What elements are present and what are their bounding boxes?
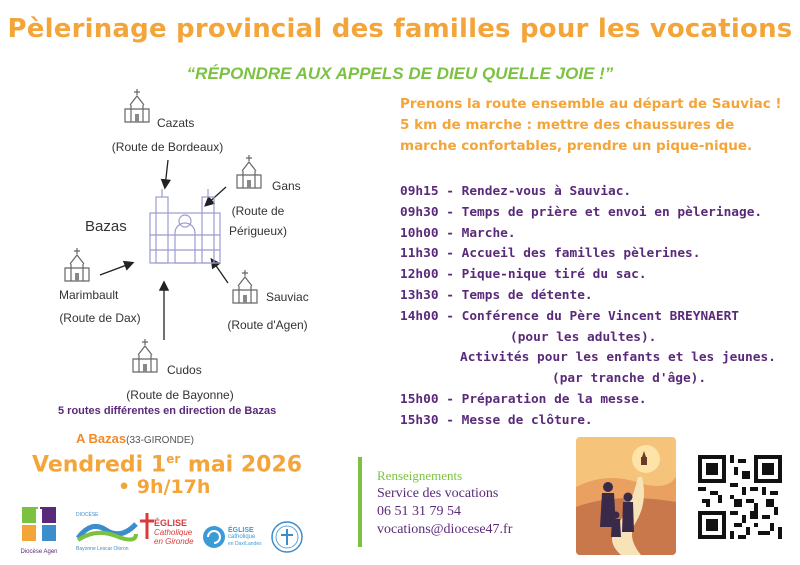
place-route: (Route de Bordeaux) xyxy=(111,140,224,154)
contact-phone[interactable]: 06 51 31 79 54 xyxy=(377,504,461,519)
schedule-item: Activités pour les enfants et les jeunes. xyxy=(460,350,776,366)
logo-agen-text: Diocèse Agen xyxy=(20,549,58,555)
logo-gironde-3: en Gironde xyxy=(154,537,194,546)
logo-diocese-bayonne xyxy=(76,512,138,558)
place-name: Gans xyxy=(272,179,301,193)
logo-dax-2: catholique xyxy=(228,534,256,540)
arrow-cazats xyxy=(165,160,168,187)
pilgrim-family-illustration xyxy=(576,437,676,555)
schedule-item: 14h00 - Conférence du Père Vincent BREYNAERT xyxy=(400,308,739,324)
place-name: Sauviac xyxy=(266,290,309,304)
contact-email[interactable]: vocations@diocese47.fr xyxy=(377,522,513,537)
date-sup: er xyxy=(166,452,181,466)
church-icon xyxy=(122,89,152,123)
schedule-item: 13h30 - Temps de détente. xyxy=(400,287,593,303)
place-route: (Route de Dax) xyxy=(59,311,141,325)
schedule-item: 15h00 - Préparation de la messe. xyxy=(400,391,647,407)
qr-code[interactable] xyxy=(698,455,782,539)
place-route: (Route d'Agen) xyxy=(227,318,308,332)
logo-dax-1: ÉGLISE xyxy=(228,527,254,534)
arrow-marimbault xyxy=(100,263,132,275)
schedule-item: 09h15 - Rendez-vous à Sauviac. xyxy=(400,184,632,199)
logo-gironde-1: ÉGLISE xyxy=(154,518,188,528)
location-dept: (33-GIRONDE) xyxy=(126,435,194,446)
contact-block xyxy=(377,467,512,539)
church-icon xyxy=(130,339,160,373)
subtitle: “RÉPONDRE AUX APPELS DE DIEU QUELLE JOIE !” xyxy=(186,64,614,83)
schedule-list xyxy=(400,182,792,432)
place-name: Cazats xyxy=(157,116,195,130)
routes-caption: 5 routes différentes en direction de Bazas xyxy=(58,405,277,417)
intro-line: marche confortables, prendre un pique-nique. xyxy=(400,138,753,154)
logo-round-seal xyxy=(270,520,304,554)
date-rest: mai 2026 xyxy=(180,452,303,478)
schedule-item: 12h00 - Pique-nique tiré du sac. xyxy=(400,267,647,283)
logo-eglise-gironde xyxy=(140,513,198,557)
schedule-item: 11h30 - Accueil des familles pèlerines. xyxy=(400,246,701,262)
logo-dax-3: en Dax/Landes xyxy=(228,541,262,547)
church-icon xyxy=(62,248,92,282)
place-name: Cudos xyxy=(167,363,202,377)
intro-line: 5 km de marche : mettre des chaussures de xyxy=(400,117,735,133)
logo-gironde-2: Catholique xyxy=(154,528,193,537)
logo-bayonne-text: Bayonne Lescar Oloron xyxy=(76,546,129,552)
event-date xyxy=(32,452,302,477)
schedule-item: (par tranche d'âge). xyxy=(552,371,707,387)
place-route: (Route de Périgueux) xyxy=(228,204,288,238)
logo-bayonne-top: DIOCÈSE xyxy=(76,512,99,518)
church-icon xyxy=(230,270,260,304)
schedule-item: 10h00 - Marche. xyxy=(400,225,516,241)
cathedral-icon xyxy=(150,189,220,263)
event-location xyxy=(76,431,194,446)
location-city: A Bazas xyxy=(76,431,127,446)
arrow-gans xyxy=(206,187,226,205)
place-route: (Route de Bayonne) xyxy=(126,388,234,402)
contact-divider xyxy=(358,457,362,547)
church-icon xyxy=(234,155,264,189)
contact-service: Service des vocations xyxy=(377,486,499,501)
contact-heading: Renseignements xyxy=(377,468,463,483)
logo-eglise-dax xyxy=(202,525,262,555)
date-day: Vendredi 1 xyxy=(32,452,167,478)
page-title: Pèlerinage provincial des familles pour les vocations xyxy=(7,14,793,44)
schedule-item: 15h30 - Messe de clôture. xyxy=(400,412,593,428)
event-hours: • 9h/17h xyxy=(118,476,211,498)
schedule-item: (pour les adultes). xyxy=(510,329,657,345)
intro-text xyxy=(400,94,790,157)
logo-diocese-agen xyxy=(18,503,60,558)
route-map xyxy=(0,85,390,425)
intro-line: Prenons la route ensemble au départ de Sauviac ! xyxy=(400,96,782,112)
schedule-item: 09h30 - Temps de prière et envoi en pèlerinage. xyxy=(400,204,763,220)
center-label: Bazas xyxy=(85,218,127,235)
place-name: Marimbault xyxy=(59,288,119,302)
